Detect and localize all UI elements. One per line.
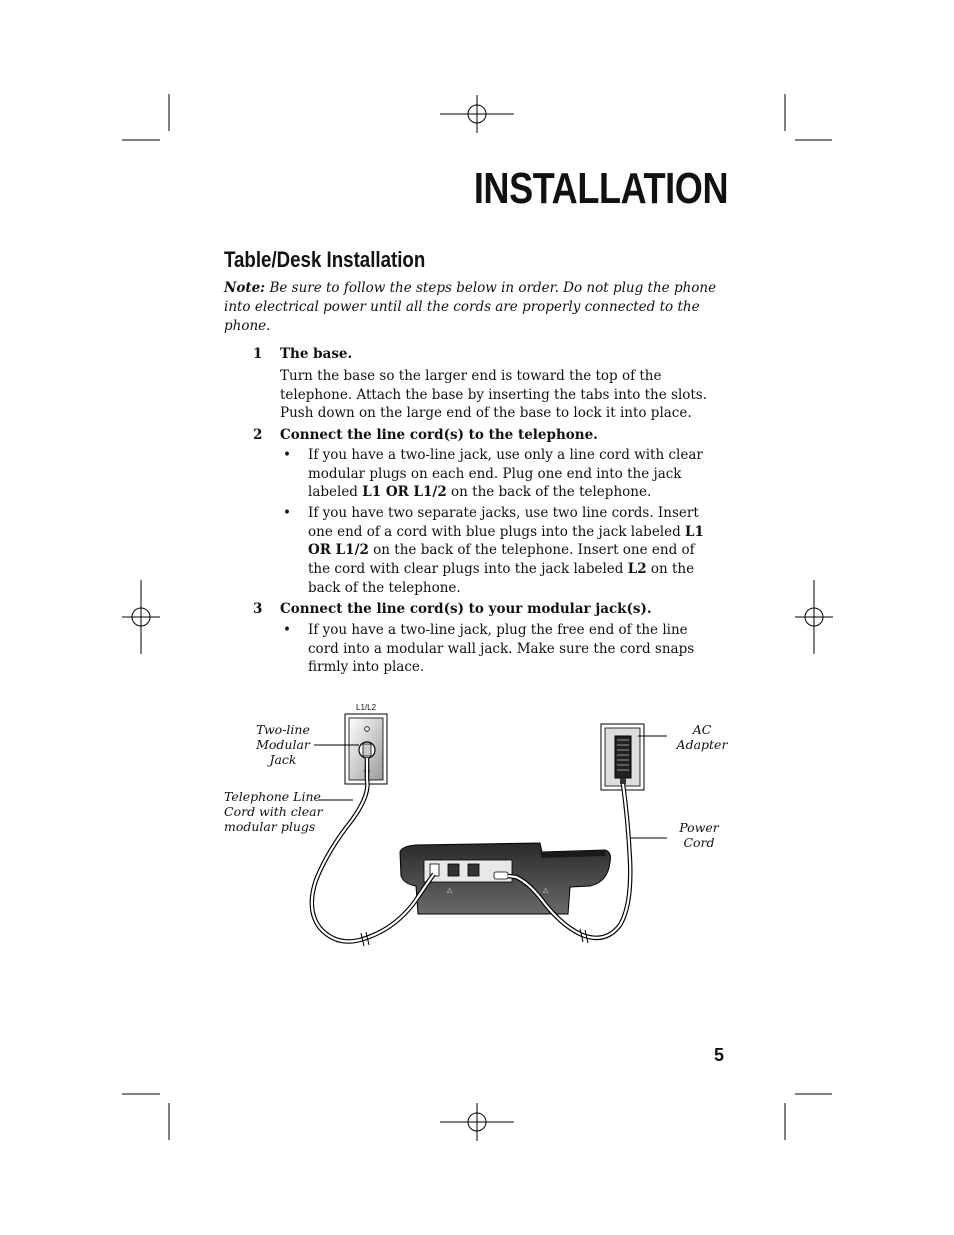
- page-title: INSTALLATION: [473, 164, 728, 213]
- page-number: 5: [714, 1045, 725, 1065]
- step-number: 3: [253, 601, 263, 617]
- step-number: 2: [253, 427, 263, 443]
- note-label: Note:: [224, 280, 266, 296]
- svg-text:△: △: [543, 886, 549, 894]
- bullet-text: If you have two separate jacks, use two line cords. Insert one end of a cord with blue plugs into the jack labeled L1 OR L1/2 on the back of the telephone. Insert one end of the cord with clear plugs into the jack labeled L2 on the back of the telephone.: [308, 505, 704, 596]
- power-cord-label: Power Cord: [679, 820, 719, 850]
- bullet-text: If you have a two-line jack, plug the free end of the line cord into a modular wall jack. Make sure the cord snaps firmly into place.: [308, 622, 695, 676]
- installation-diagram: [220, 700, 740, 960]
- bullet-text: If you have a two-line jack, use only a line cord with clear modular plugs on each end. Plug one end into the jack labeled L1 OR L1/2 on the back of the telephone.: [308, 447, 703, 501]
- two-line-jack-label: Two-line Modular Jack: [256, 722, 310, 767]
- telephone-line-cord-label: Telephone Line Cord with clear modular plugs: [224, 789, 323, 834]
- section-heading: Table/Desk Installation: [224, 247, 426, 272]
- step-heading: Connect the line cord(s) to the telephone.: [280, 427, 598, 443]
- step-number: 1: [253, 346, 263, 362]
- jack-label: L1/L2: [356, 703, 377, 712]
- ac-adapter-icon: [601, 724, 644, 790]
- svg-text:△: △: [447, 886, 453, 894]
- bullet-marker: •: [283, 505, 291, 521]
- bullet-marker: •: [283, 622, 291, 638]
- step-heading: Connect the line cord(s) to your modular jack(s).: [280, 601, 652, 617]
- bullet-marker: •: [283, 447, 291, 463]
- note-text: Be sure to follow the steps below in order. Do not plug the phone into electrical power until all the cords are properly connected to the phone.: [224, 280, 717, 334]
- note-paragraph: [224, 279, 724, 336]
- ac-adapter-label: AC Adapter: [676, 722, 728, 752]
- step-1-paragraph: Turn the base so the larger end is toward the top of the telephone. Attach the base by inserting the tabs into the slots. Push down on the large end of the base to lock it into place.: [280, 368, 708, 422]
- step-heading: The base.: [280, 346, 353, 362]
